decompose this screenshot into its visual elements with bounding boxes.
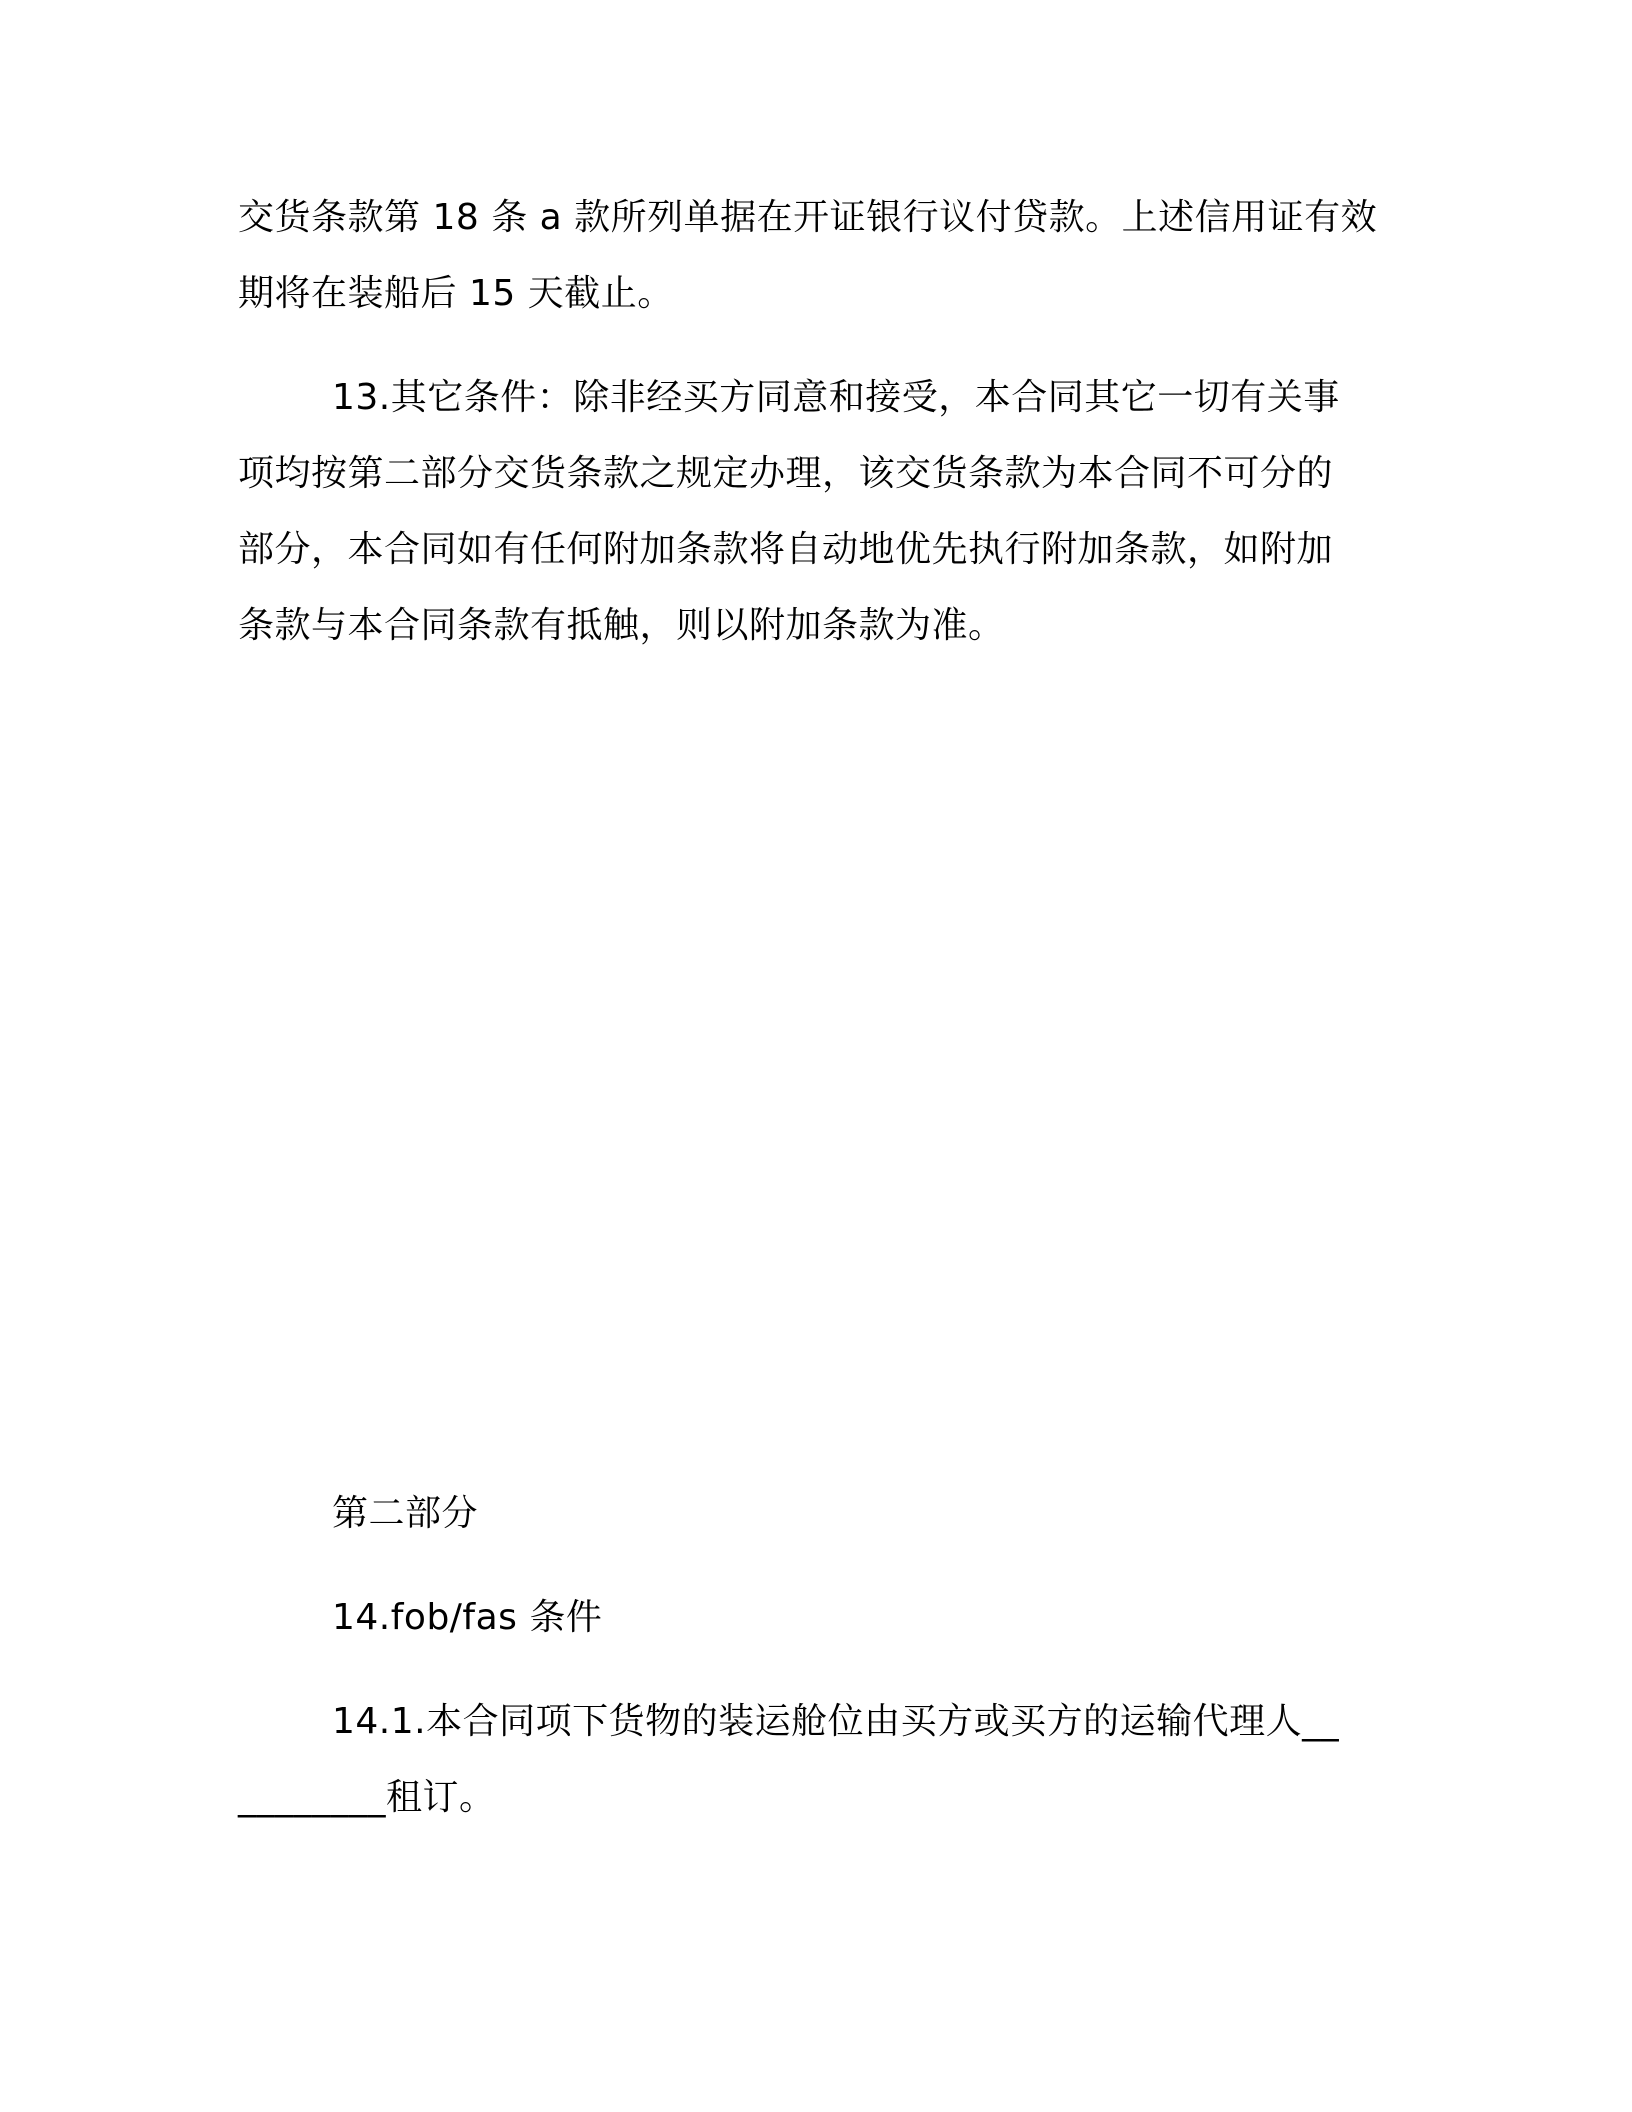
section-14-1-line-2: ________租订。 (238, 1777, 496, 1818)
part-heading: 第二部分 (332, 1493, 479, 1534)
section-14-1-line-1: 14.1.本合同项下货物的装运舱位由买方或买方的运输代理人__ (332, 1701, 1340, 1742)
paragraph-2-line-1: 13.其它条件：除非经买方同意和接受，本合同其它一切有关事 (332, 377, 1340, 418)
paragraph-2-line-3: 部分，本合同如有任何附加条款将自动地优先执行附加条款，如附加 (238, 529, 1334, 570)
paragraph-1-line-2: 期将在装船后 15 天截止。 (238, 273, 674, 314)
section-14-title: 14.fob/fas 条件 (332, 1597, 603, 1638)
paragraph-1-line-1: 交货条款第 18 条 a 款所列单据在开证银行议付贷款。上述信用证有效 (238, 197, 1378, 238)
paragraph-2-line-4: 条款与本合同条款有抵触，则以附加条款为准。 (238, 605, 1005, 646)
paragraph-2-line-2: 项均按第二部分交货条款之规定办理，该交货条款为本合同不可分的 (238, 453, 1334, 494)
